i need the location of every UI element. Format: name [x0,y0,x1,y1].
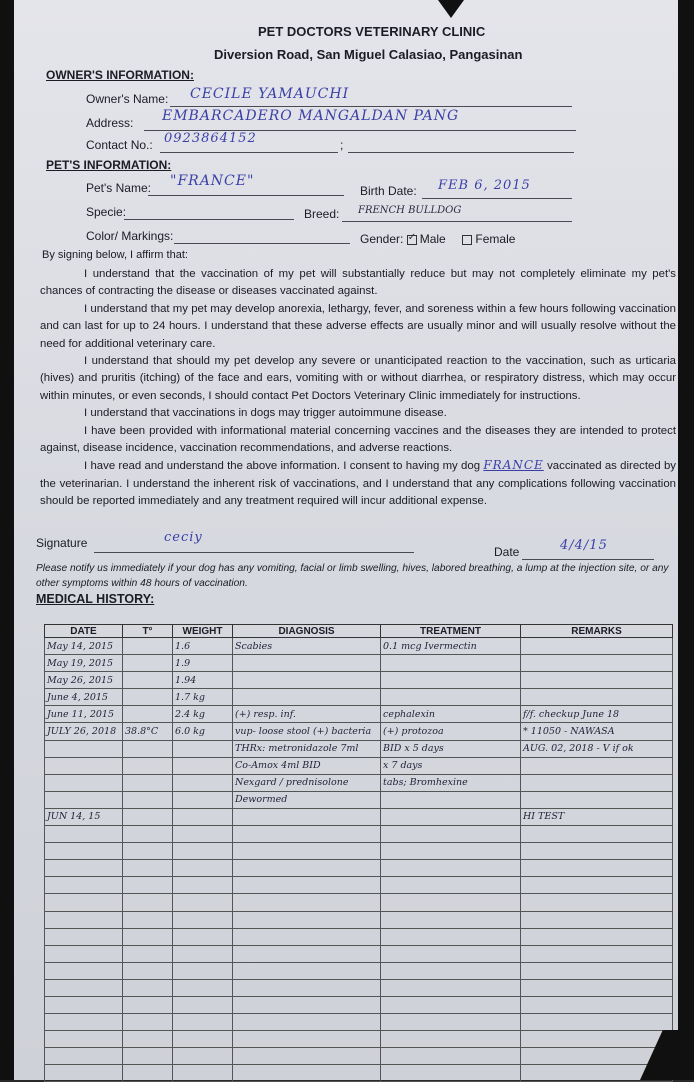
header-date: DATE [45,625,123,638]
header-temperature: T° [123,625,173,638]
cell-date [45,945,123,962]
clinic-name: PET DOCTORS VETERINARY CLINIC [258,24,486,39]
cell-weight [173,1065,233,1082]
cell-treatment [381,928,521,945]
cell-treatment [381,826,521,843]
consent-p6-end: vaccinated as directed by the veterinarian. I understand the inherent risk of vaccinations, and I understand that any complications following vaccination should be reported immediately and any treatment required will incur additional expense. [40,460,676,508]
cell-date [45,826,123,843]
cell-temp [123,672,173,689]
table-row [45,638,673,655]
cell-temp [123,757,173,774]
cell-temp [123,1031,173,1048]
table-row-empty [45,945,673,962]
consent-intro: By signing below, I affirm that: [42,249,188,261]
cell-weight: 1.6 [173,638,233,655]
breed-label: Breed: [304,207,340,221]
cell-weight [173,860,233,877]
cell-treatment: x 7 days [381,757,521,774]
breed-value: FRENCH BULLDOG [358,205,462,216]
cell-weight [173,911,233,928]
cell-weight [173,928,233,945]
gender-male-label: Male [419,232,446,246]
cell-temp [123,911,173,928]
cell-treatment: cephalexin [381,706,521,723]
cell-date [45,996,123,1013]
cell-diagnosis [233,1031,381,1048]
specie-label: Specie: [86,205,127,219]
table-row [45,774,673,791]
cell-diagnosis [233,1014,381,1031]
birth-date-line [422,198,572,199]
cell-date [45,1031,123,1048]
cell-treatment: BID x 5 days [381,740,521,757]
cell-diagnosis: Nexgard / prednisolone [233,774,381,791]
signature-line [94,552,414,553]
cell-remarks [521,860,673,877]
cell-temp [123,996,173,1013]
cell-date [45,928,123,945]
cell-diagnosis [233,979,381,996]
cell-weight [173,757,233,774]
table-row-empty [45,911,673,928]
cell-weight: 1.7 kg [173,689,233,706]
right-torn-edge [678,0,694,1080]
cell-temp [123,774,173,791]
pet-section-title: PET'S INFORMATION: [46,158,172,172]
cell-remarks [521,826,673,843]
consent-paragraph-2: I understand that my pet may develop anorexia, lethargy, fever, and soreness within a few hours following vaccination and can last for up to 24 hours. I understand that these adverse effects are usually minor and will usually resolve without the need for additional veterinary care. [40,302,676,350]
cell-temp [123,706,173,723]
owner-name-line [170,106,572,107]
cell-date [45,911,123,928]
birth-date-label: Birth Date: [360,184,417,198]
cell-remarks [521,996,673,1013]
cell-remarks [521,945,673,962]
breed-line [342,221,572,222]
cell-weight [173,945,233,962]
cell-weight [173,774,233,791]
table-row [45,706,673,723]
table-row-empty [45,1065,673,1082]
cell-temp [123,1065,173,1082]
cell-remarks [521,843,673,860]
cell-diagnosis [233,911,381,928]
cell-remarks [521,774,673,791]
contact-line-2 [348,152,574,153]
cell-remarks [521,638,673,655]
cell-weight [173,894,233,911]
consent-dog-name: FRANCE [483,458,544,473]
table-row-empty [45,1031,673,1048]
pet-name-line [148,195,344,196]
cell-treatment [381,911,521,928]
cell-remarks [521,1014,673,1031]
cell-remarks [521,672,673,689]
cell-date [45,740,123,757]
table-row [45,757,673,774]
cell-temp [123,689,173,706]
table-row [45,808,673,825]
table-row-empty [45,843,673,860]
cell-diagnosis: vup- loose stool (+) bacteria [233,723,381,740]
cell-treatment [381,1014,521,1031]
cell-temp [123,808,173,825]
cell-diagnosis [233,928,381,945]
cell-treatment: tabs; Bromhexine [381,774,521,791]
cell-date [45,860,123,877]
cell-weight: 2.4 kg [173,706,233,723]
cell-temp [123,655,173,672]
consent-paragraph-4: I understand that vaccinations in dogs may trigger autoimmune disease. [84,407,447,420]
table-row [45,672,673,689]
pet-name-value: "FRANCE" [170,173,255,189]
gender-label [360,232,515,246]
cell-weight: 1.94 [173,672,233,689]
table-row-empty [45,860,673,877]
cell-diagnosis [233,843,381,860]
cell-temp [123,979,173,996]
cell-date: June 4, 2015 [45,689,123,706]
contact-separator: ; [340,138,344,152]
consent-body [40,266,676,511]
birth-date-value: FEB 6, 2015 [438,178,531,193]
contact-value: 0923864152 [164,131,257,146]
header-remarks: REMARKS [521,625,673,638]
clinic-address: Diversion Road, San Miguel Calasiao, Pangasinan [214,47,523,62]
cell-diagnosis [233,655,381,672]
cell-date [45,979,123,996]
consent-paragraph-3: I understand that should my pet develop any severe or unanticipated reaction to the vaccination, such as urticaria (hives) and pruritis (itching) of the face and ears, vomiting with or without diarrhea, or respiratory distress, which may occur within minutes, or even seconds, I should contact Pet Doctors Veterinary Clinic immediately for instructions. [40,355,676,402]
cell-temp [123,962,173,979]
cell-diagnosis [233,672,381,689]
cell-remarks [521,689,673,706]
cell-date [45,843,123,860]
contact-label: Contact No.: [86,138,153,152]
notice-text: Please notify us immediately if your dog has any vomiting, facial or limb swelling, hives, labored breathing, a lump at the injection site, or any other symptoms within 48 hours of vaccination. [36,563,669,589]
cell-date [45,877,123,894]
cell-remarks [521,911,673,928]
cell-weight [173,1048,233,1065]
table-row [45,740,673,757]
owner-name-value: CECILE YAMAUCHI [190,86,350,102]
cell-weight [173,843,233,860]
cell-weight [173,1031,233,1048]
address-label: Address: [86,116,134,130]
signature-label: Signature [36,536,88,550]
cell-treatment: 0.1 mcg Ivermectin [381,638,521,655]
cell-date [45,757,123,774]
cell-date: June 11, 2015 [45,706,123,723]
cell-temp [123,945,173,962]
cell-weight [173,962,233,979]
cell-remarks [521,791,673,808]
cell-diagnosis [233,962,381,979]
table-header-row [45,625,673,638]
cell-treatment [381,962,521,979]
cell-weight [173,791,233,808]
cell-weight [173,979,233,996]
consent-paragraph-1: I understand that the vaccination of my pet will substantially reduce but may not completely eliminate my pet's chances of contracting the disease or diseases vaccinated against. [40,268,676,298]
cell-remarks [521,962,673,979]
table-row-empty [45,826,673,843]
medical-section-title: MEDICAL HISTORY: [36,592,155,606]
address-value: EMBARCADERO MANGALDAN PANG [162,108,460,124]
cell-remarks [521,1031,673,1048]
cell-date [45,894,123,911]
date-line [522,559,654,560]
table-row [45,689,673,706]
cell-diagnosis [233,689,381,706]
cell-temp [123,740,173,757]
gender-label-text: Gender: [360,232,404,246]
cell-temp [123,638,173,655]
cell-temp: 38.8°C [123,723,173,740]
cell-remarks [521,877,673,894]
cell-temp [123,843,173,860]
cell-diagnosis [233,945,381,962]
cell-date [45,1014,123,1031]
cell-treatment [381,843,521,860]
contact-line-1 [160,152,338,153]
cell-remarks [521,894,673,911]
table-row [45,723,673,740]
cell-treatment [381,672,521,689]
specie-line [124,219,294,220]
cell-diagnosis [233,894,381,911]
cell-date: JUN 14, 15 [45,808,123,825]
cell-treatment [381,894,521,911]
cell-weight [173,826,233,843]
cell-diagnosis [233,1065,381,1082]
cell-diagnosis [233,808,381,825]
owner-section-title: OWNER'S INFORMATION: [46,68,194,82]
cell-temp [123,860,173,877]
cell-treatment: (+) protozoa [381,723,521,740]
cell-diagnosis: Dewormed [233,791,381,808]
gender-female-label: Female [475,232,516,246]
cell-temp [123,1048,173,1065]
cell-treatment [381,1048,521,1065]
cell-treatment [381,860,521,877]
cell-treatment [381,979,521,996]
cell-date [45,791,123,808]
cell-treatment [381,996,521,1013]
cell-date: May 19, 2015 [45,655,123,672]
signature-value: ceciy [164,530,203,545]
table-row-empty [45,962,673,979]
cell-weight: 1.9 [173,655,233,672]
cell-diagnosis [233,1048,381,1065]
cell-diagnosis: Scabies [233,638,381,655]
table-row [45,791,673,808]
cell-diagnosis: THRx: metronidazole 7ml [233,740,381,757]
table-row-empty [45,877,673,894]
consent-p6-start: I have read and understand the above information. I consent to having my dog [84,460,481,473]
table-row-empty [45,979,673,996]
cell-treatment [381,655,521,672]
cell-date [45,1065,123,1082]
cell-temp [123,826,173,843]
cell-remarks [521,655,673,672]
header-treatment: TREATMENT [381,625,521,638]
male-checkbox[interactable]: ✓ [407,231,417,243]
cell-date [45,962,123,979]
header-weight: WEIGHT [173,625,233,638]
cell-diagnosis [233,996,381,1013]
cell-treatment [381,877,521,894]
cell-temp [123,877,173,894]
cell-treatment [381,1031,521,1048]
cell-weight [173,996,233,1013]
cell-weight [173,1014,233,1031]
table-row-empty [45,894,673,911]
cell-date: May 26, 2015 [45,672,123,689]
cell-remarks: f/f. checkup June 18 [521,706,673,723]
cell-date [45,1048,123,1065]
cell-diagnosis: Co-Amox 4ml BID [233,757,381,774]
table-row [45,655,673,672]
cell-weight [173,877,233,894]
cell-temp [123,1014,173,1031]
color-markings-label: Color/ Markings: [86,229,174,243]
cell-diagnosis: (+) resp. inf. [233,706,381,723]
table-row-empty [45,996,673,1013]
cell-diagnosis [233,826,381,843]
header-diagnosis: DIAGNOSIS [233,625,381,638]
medical-history-body [45,638,673,1082]
table-row-empty [45,928,673,945]
cell-treatment [381,1065,521,1082]
cell-remarks: * 11050 - NAWASA [521,723,673,740]
cell-diagnosis [233,860,381,877]
cell-temp [123,791,173,808]
cell-remarks: AUG. 02, 2018 - V if ok [521,740,673,757]
date-label: Date [494,545,520,559]
cell-temp [123,894,173,911]
date-value: 4/4/15 [560,538,608,553]
female-checkbox[interactable] [462,235,472,245]
cell-remarks [521,928,673,945]
table-row-empty [45,1048,673,1065]
cell-weight: 6.0 kg [173,723,233,740]
cell-weight [173,808,233,825]
cell-date: JULY 26, 2018 [45,723,123,740]
pet-name-label: Pet's Name: [86,181,151,195]
medical-history-table [44,624,673,1082]
color-markings-line [174,243,350,244]
cell-diagnosis [233,877,381,894]
cell-treatment [381,945,521,962]
cell-treatment [381,689,521,706]
cell-remarks [521,979,673,996]
cell-treatment [381,808,521,825]
owner-name-label: Owner's Name: [86,92,169,106]
cell-treatment [381,791,521,808]
cell-date [45,774,123,791]
consent-paragraph-6 [40,457,676,510]
cell-remarks [521,757,673,774]
consent-paragraph-5: I have been provided with informational material concerning vaccines and the diseases they are intended to protect against, disease incidence, vaccination recommendations, and adverse reactions. [40,424,676,455]
left-torn-edge [0,0,14,1080]
document-page [14,0,678,1080]
cell-date: May 14, 2015 [45,638,123,655]
table-row-empty [45,1014,673,1031]
cell-weight [173,740,233,757]
cell-remarks: HI TEST [521,808,673,825]
cell-temp [123,928,173,945]
